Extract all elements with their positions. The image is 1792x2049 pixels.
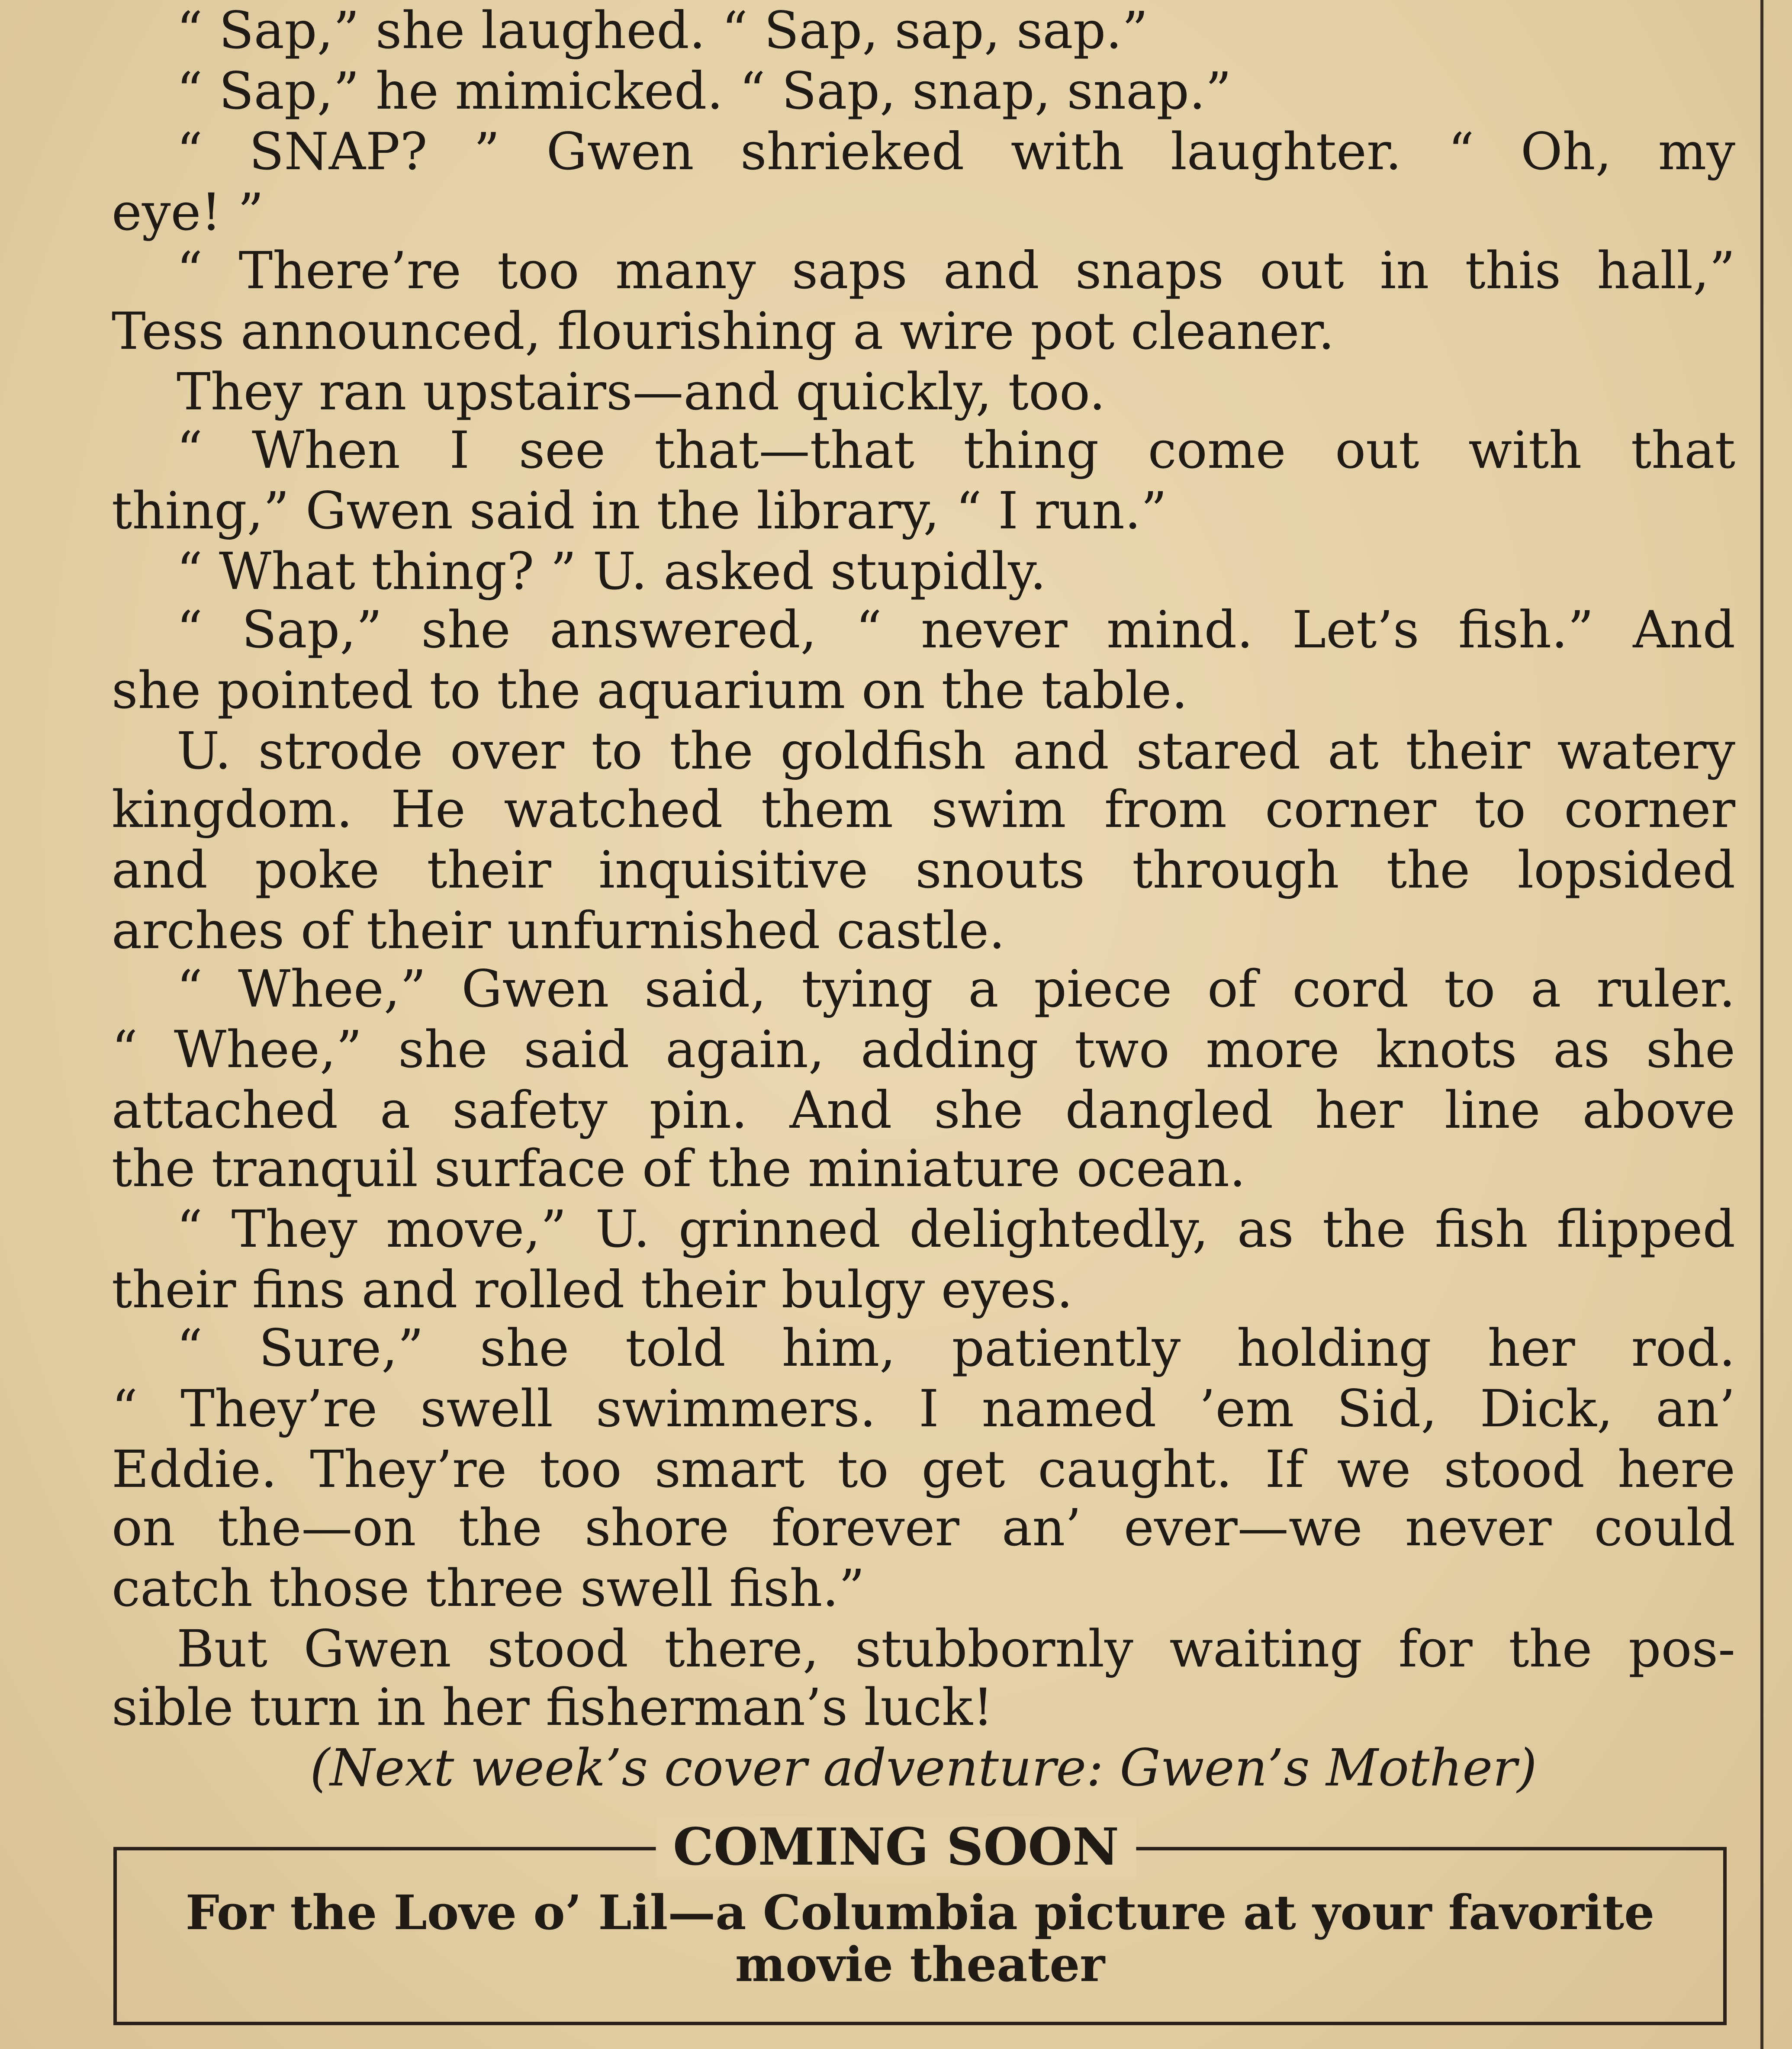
text-line: kingdom. He watched them swim from corner to corner	[112, 779, 1735, 839]
text-line: “ What thing? ” U. asked stupidly.	[177, 541, 1046, 601]
text-line: They ran upstairs—and quickly, too.	[177, 362, 1106, 421]
text-line: on the—on the shore forever an’ ever—we never could	[112, 1498, 1735, 1557]
text-line: and poke their inquisitive snouts through the lopsided	[112, 840, 1735, 900]
text-line: “ There’re too many saps and snaps out in this hall,”	[177, 241, 1735, 300]
text-line: attached a safety pin. And she dangled her line above	[112, 1080, 1735, 1140]
text-line: Tess announced, flourishing a wire pot cleaner.	[112, 301, 1335, 361]
text-line: “ They’re swell swimmers. I named ’em Sid, Dick, an’	[112, 1379, 1735, 1438]
text-line: “ Whee,” Gwen said, tying a piece of cord to a ruler.	[177, 959, 1735, 1019]
text-line: “ Sap,” she laughed. “ Sap, sap, sap.”	[177, 0, 1149, 60]
text-line: she pointed to the aquarium on the table.	[112, 660, 1188, 720]
text-line: “ SNAP? ” Gwen shrieked with laughter. “ Oh, my	[177, 122, 1735, 181]
text-line: thing,” Gwen said in the library, “ I run.”	[112, 481, 1167, 540]
text-line: the tranquil surface of the miniature ocean.	[112, 1139, 1246, 1198]
text-line: “ Sap,” she answered, “ never mind. Let’s fish.” And	[177, 600, 1735, 659]
text-line: Eddie. They’re too smart to get caught. If we stood here	[112, 1439, 1735, 1499]
coming-soon-text: For the Love o’ Lil—a Columbia picture at your favorite movie theater	[185, 1885, 1655, 1992]
text-line: “ Sure,” she told him, patiently holding her rod.	[177, 1318, 1735, 1378]
text-line: arches of their unfurnished castle.	[112, 901, 1005, 960]
text-line: “ They move,” U. grinned delightedly, as the fish flipped	[177, 1199, 1735, 1259]
text-line: U. strode over to the goldfish and stared at their watery	[177, 721, 1735, 781]
coming-soon-title: COMING SOON	[656, 1817, 1136, 1877]
text-line: “ When I see that—that thing come out with that	[177, 420, 1735, 480]
text-line: “ Whee,” she said again, adding two more knots as she	[112, 1020, 1735, 1079]
text-line: their fins and rolled their bulgy eyes.	[112, 1260, 1073, 1319]
column-rule	[1760, 0, 1763, 2049]
text-line: “ Sap,” he mimicked. “ Sap, snap, snap.”	[177, 61, 1232, 121]
next-week-note: (Next week’s cover adventure: Gwen’s Mother)	[310, 1738, 1537, 1798]
text-line: But Gwen stood there, stubbornly waiting for the pos-	[177, 1619, 1735, 1679]
text-line: eye! ”	[112, 182, 264, 242]
text-line: catch those three swell fish.”	[112, 1558, 865, 1618]
text-line: sible turn in her fisherman’s luck!	[112, 1677, 994, 1737]
